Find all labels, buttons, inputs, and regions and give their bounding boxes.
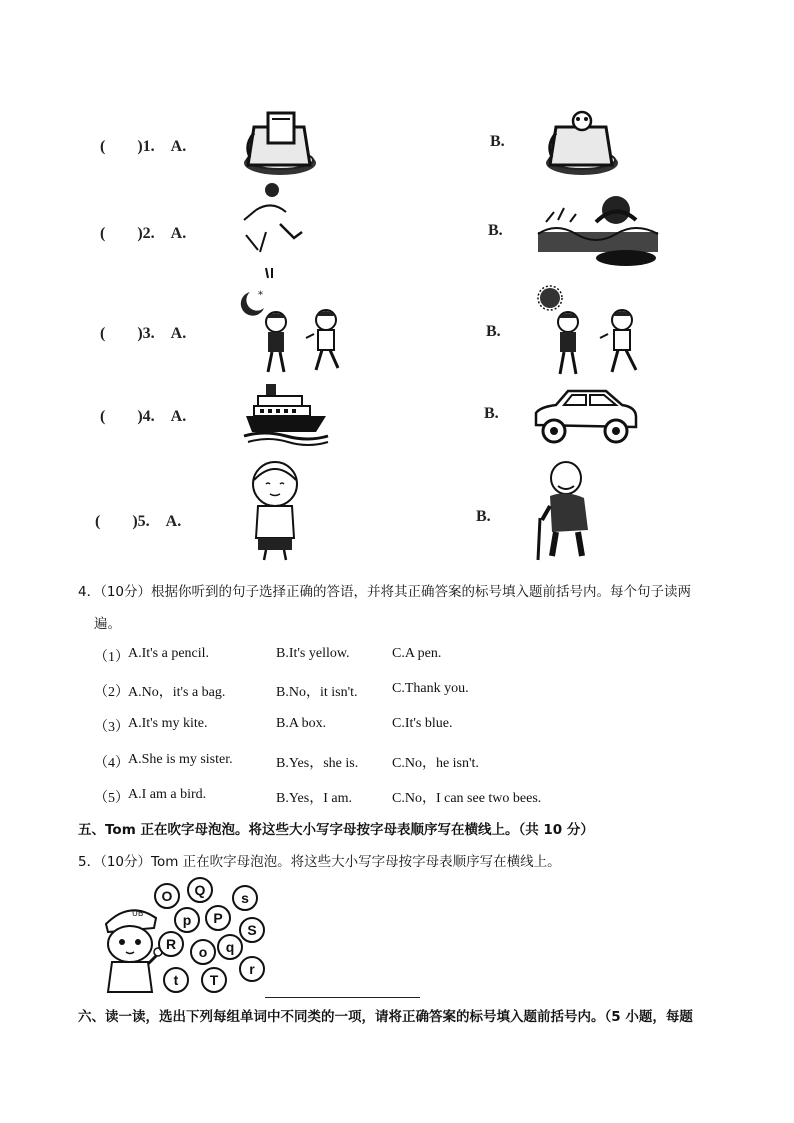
q4-line-2: 遍。	[94, 616, 121, 632]
row-5-label: ( )5. A.	[95, 513, 182, 530]
bubble-O-letter: O	[161, 888, 173, 904]
bubble-P-upper	[204, 904, 232, 932]
bubble-t-lower	[162, 966, 190, 994]
bubble-Q-upper	[186, 876, 214, 904]
row-1-b-label: B.	[490, 133, 505, 150]
bubble-Q-letter: Q	[194, 882, 206, 898]
q4-item-5-a: A.I am a bird.	[128, 787, 207, 802]
section-6-heading: 六、读一读，选出下列每组单词中不同类的一项，请将正确答案的标号填入题前括号内。（5 小题，每题	[78, 1009, 693, 1025]
grandfather-image	[534, 460, 596, 562]
swimming-boy-image	[536, 192, 662, 270]
q4-item-4-num: （4）	[94, 756, 129, 771]
row-3-b-label: B.	[486, 323, 501, 340]
bubble-o-letter: o	[198, 944, 208, 960]
grandmother-image	[246, 462, 304, 562]
bubble-R-letter: R	[165, 936, 177, 952]
ship-image	[244, 382, 330, 444]
answer-line[interactable]	[265, 997, 420, 998]
svg-text:UB: UB	[132, 909, 144, 918]
car-image	[532, 385, 640, 447]
q4-item-5-num: （5）	[94, 791, 129, 806]
svg-text:*: *	[258, 290, 263, 301]
q4-item-1-b: B.It's yellow.	[276, 646, 350, 661]
bubble-t-letter: t	[173, 972, 179, 988]
schoolbag-with-books-image	[240, 105, 320, 180]
q4-item-1-c: C.A pen.	[392, 646, 442, 661]
bubble-r-letter: r	[249, 961, 255, 977]
row-2-label: ( )2. A.	[100, 225, 187, 242]
q4-item-5-c: C.No，I can see two bees.	[392, 791, 542, 806]
bubble-q-letter: q	[225, 939, 235, 955]
bubble-o-lower	[189, 938, 217, 966]
q4-item-3-a: A.It's my kite.	[128, 716, 208, 731]
bubble-P-letter: P	[213, 910, 223, 926]
q4-item-3-num: （3）	[94, 720, 129, 735]
section-5-heading: 五、Tom 正在吹字母泡泡。将这些大小写字母按字母表顺序写在横线上。（共 10 分）	[78, 822, 594, 838]
bubble-p-letter: p	[182, 912, 192, 928]
q4-line-1: 4．（10分）根据你听到的句子选择正确的答语，并将其正确答案的标号填入题前括号内。每个句子读两	[78, 584, 692, 600]
q4-item-1-num: （1）	[94, 650, 129, 665]
q4-item-2-num: （2）	[94, 685, 129, 700]
bubble-r-lower	[238, 955, 266, 983]
row-4-label: ( )4. A.	[100, 408, 187, 425]
q4-item-4-a: A.She is my sister.	[128, 752, 233, 767]
q4-item-2-c: C.Thank you.	[392, 681, 469, 696]
row-4-b-label: B.	[484, 405, 499, 422]
bubble-S-letter: S	[247, 922, 257, 938]
q4-item-1-a: A.It's a pencil.	[128, 646, 210, 661]
q4-item-2-a: A.No，it's a bag.	[128, 685, 226, 700]
row-3-label: ( )3. A.	[100, 325, 187, 342]
tom-boy-image	[100, 902, 162, 994]
children-night-image	[256, 308, 348, 378]
row-5-b-label: B.	[476, 508, 491, 525]
row-1-label: ( )1. A.	[100, 138, 187, 155]
bubble-s-letter: s	[241, 890, 249, 906]
q4-item-5-b: B.Yes，I am.	[276, 791, 352, 806]
q4-item-2-b: B.No，it isn't.	[276, 685, 358, 700]
section-5-question: 5．（10分）Tom 正在吹字母泡泡。将这些大小写字母按字母表顺序写在横线上。	[78, 854, 561, 870]
bubble-T-upper	[200, 966, 228, 994]
schoolbag-with-toy-image	[540, 105, 622, 180]
bubble-s-lower	[231, 884, 259, 912]
skating-girl-image	[236, 180, 306, 280]
bubble-R-upper	[157, 930, 185, 958]
row-2-b-label: B.	[488, 222, 503, 239]
bubble-T-letter: T	[209, 972, 219, 988]
children-day-image	[548, 308, 644, 380]
q4-item-4-c: C.No，he isn't.	[392, 756, 479, 771]
q4-item-3-c: C.It's blue.	[392, 716, 453, 731]
q4-item-4-b: B.Yes，she is.	[276, 756, 359, 771]
q4-item-3-b: B.A box.	[276, 716, 327, 731]
